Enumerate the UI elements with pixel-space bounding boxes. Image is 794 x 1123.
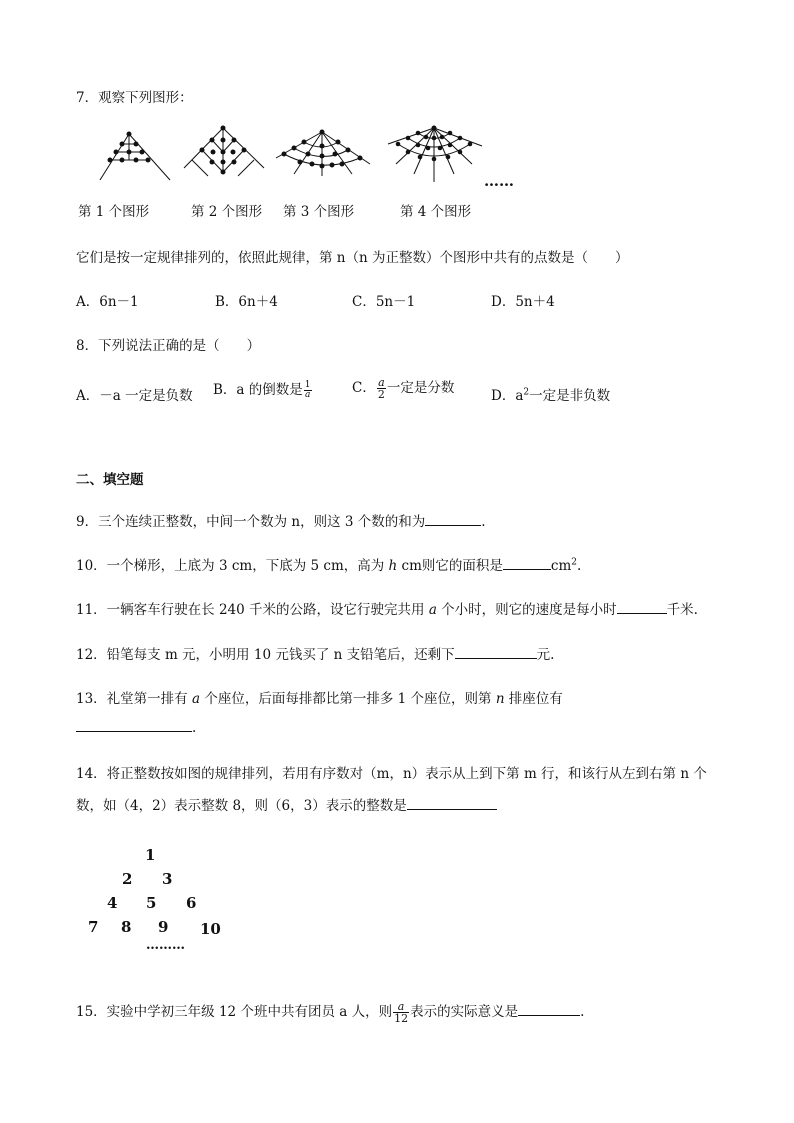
q7-ellipsis: …… — [484, 172, 514, 190]
q12 — [76, 643, 554, 663]
triangle-number: 7 — [88, 918, 99, 936]
triangle-number: 9 — [158, 918, 169, 936]
fraction-denominator: 12 — [394, 1012, 409, 1025]
q10-unit: cm — [550, 558, 572, 574]
q8-option-b-text: B．a 的倒数是 — [213, 382, 303, 398]
q8-option-b[interactable] — [213, 378, 313, 400]
q10 — [76, 554, 581, 574]
q15-text: 15．实验中学初三年级 12 个班中共有团员 a 人，则 — [76, 1004, 393, 1020]
q7-caption-3: 第 3 个图形 — [283, 204, 355, 220]
q7-option-c[interactable]: C．5n－1 — [352, 294, 416, 310]
q11-text: 11．一辆客车行驶在长 240 千米的公路，设它行驶完共用 — [76, 602, 429, 618]
q11-variable: a — [428, 602, 437, 618]
q14-line-1: 14．将正整数按如图的规律排列，若用有序数对（m，n）表示从上到下第 m 行，和该行从左到右第 n 个 — [76, 766, 707, 782]
figure-1 — [98, 124, 178, 184]
q13-variable-a: a — [191, 691, 201, 707]
q8-option-c-text: 一定是分数 — [386, 380, 455, 396]
q13-text: 13．礼堂第一排有 — [76, 691, 192, 707]
q9-text: 9．三个连续正整数，中间一个数为 n，则这 3 个数的和为 — [76, 514, 426, 530]
q10-superscript: 2 — [571, 557, 578, 568]
q7-caption-1: 第 1 个图形 — [78, 204, 150, 220]
q8-stem: 8．下列说法正确的是（ ） — [76, 338, 261, 354]
q13-variable-n: n — [495, 691, 505, 707]
q12-text: 12．铅笔每支 m 元，小明用 10 元钱买了 n 支铅笔后，还剩下 — [76, 647, 455, 663]
triangle-number: 3 — [162, 870, 173, 888]
q8-option-d-label: D．a — [491, 388, 524, 404]
q8-option-d-text: 一定是非负数 — [529, 388, 611, 404]
q15-answer-blank[interactable] — [518, 1002, 580, 1016]
q14-line-2 — [76, 794, 497, 814]
q7-option-b[interactable]: B．6n＋4 — [215, 294, 278, 310]
q11-end: 千米. — [666, 602, 698, 618]
fraction-numerator: a — [393, 1001, 409, 1013]
q8-option-c-fraction — [377, 377, 386, 400]
q8-option-d-superscript: 2 — [523, 387, 530, 398]
q10-answer-blank[interactable] — [503, 556, 551, 570]
figure-3 — [272, 124, 372, 184]
q9-end: . — [481, 514, 486, 530]
q10-variable: h — [388, 558, 398, 574]
q7-caption-4: 第 4 个图形 — [400, 204, 472, 220]
section-title: 二、填空题 — [76, 472, 144, 488]
q7-question: 它们是按一定规律排列的，依照此规律，第 n（n 为正整数）个图形中共有的点数是（ ） — [76, 250, 629, 266]
q8-option-c-label: C． — [352, 380, 376, 396]
triangle-number: 10 — [200, 920, 221, 938]
q15-fraction — [393, 1001, 409, 1024]
q10-text: 10．一个梯形，上底为 3 cm，下底为 5 cm，高为 — [76, 558, 389, 574]
figure-2 — [182, 124, 272, 184]
q12-answer-blank[interactable] — [455, 645, 537, 659]
q13 — [76, 687, 563, 707]
q14-answer-blank[interactable] — [407, 796, 497, 810]
triangle-number: 5 — [146, 894, 157, 912]
fraction-numerator: 1 — [304, 380, 311, 390]
q8-option-b-fraction — [304, 381, 312, 400]
triangle-number: 6 — [186, 894, 197, 912]
q13-text-mid: 个座位，后面每排都比第一排多 1 个座位，则第 — [200, 691, 496, 707]
q7-option-d[interactable]: D．5n＋4 — [491, 294, 555, 310]
fraction-numerator: a — [378, 376, 385, 389]
q8-option-d[interactable] — [491, 384, 610, 404]
q7-stem: 7．观察下列图形： — [76, 90, 193, 106]
figure-4 — [384, 122, 484, 186]
q13-answer-blank[interactable] — [76, 718, 192, 732]
q13-text-end: 排座位有 — [504, 691, 563, 707]
fraction-denominator: 2 — [377, 388, 385, 401]
fraction-denominator: a — [304, 390, 311, 400]
q7-caption-2: 第 2 个图形 — [191, 204, 263, 220]
q11-answer-blank[interactable] — [617, 600, 667, 614]
q9-answer-blank[interactable] — [425, 512, 481, 526]
q10-text-mid: cm则它的面积是 — [397, 558, 503, 574]
triangle-ellipsis: ……… — [146, 938, 185, 953]
triangle-number: 2 — [122, 870, 133, 888]
q15-end: . — [580, 1004, 585, 1020]
q15-text-mid: 表示的实际意义是 — [410, 1004, 519, 1020]
triangle-number: 4 — [107, 894, 118, 912]
q10-end: . — [577, 558, 582, 574]
q11-text-mid: 个小时，则它的速度是每小时 — [436, 602, 617, 618]
triangle-number: 8 — [121, 918, 132, 936]
triangle-number: 1 — [145, 846, 156, 864]
q14-line-2-text: 数，如（4，2）表示整数 8，则（6，3）表示的整数是 — [76, 798, 407, 814]
q7-option-a[interactable]: A．6n－1 — [76, 294, 139, 310]
q8-option-a[interactable]: A．－a 一定是负数 — [76, 388, 193, 404]
q15 — [76, 1000, 584, 1024]
q8-option-c[interactable] — [352, 376, 454, 400]
q9 — [76, 510, 486, 530]
q13-answer-line — [76, 718, 196, 736]
q11 — [76, 598, 698, 618]
q12-end: 元. — [536, 647, 555, 663]
q13-end: . — [192, 720, 197, 736]
